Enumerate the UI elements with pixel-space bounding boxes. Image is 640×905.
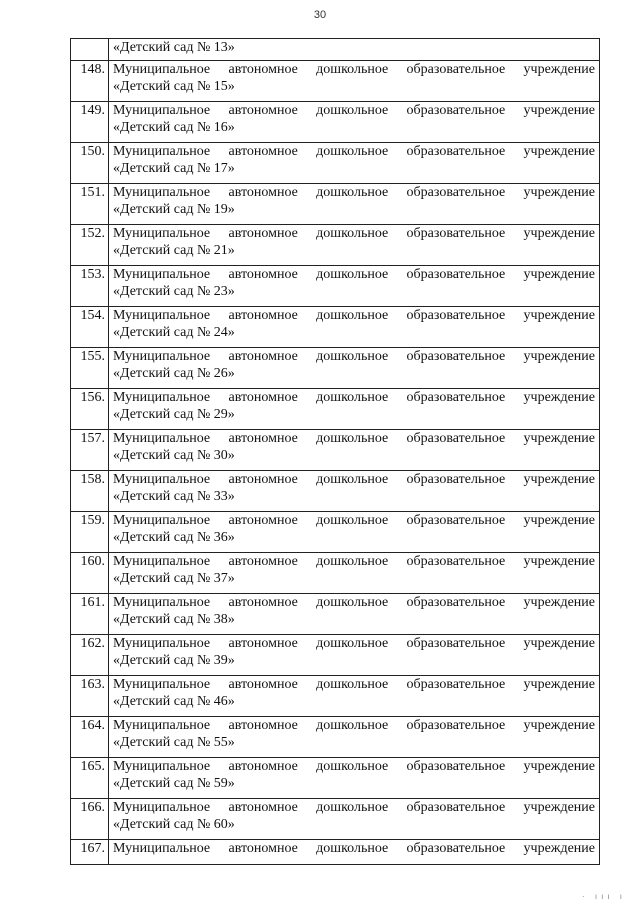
table-row [71, 225, 600, 266]
row-institution-type: Муниципальное автономное дошкольное образовательное учреждение [113, 677, 595, 692]
row-institution-type: Муниципальное автономное дошкольное образовательное учреждение [113, 185, 595, 200]
row-number: 157. [71, 430, 109, 471]
row-institution-name: «Детский сад № 19» [113, 201, 235, 217]
table-row [71, 758, 600, 799]
row-name-cell [109, 184, 600, 225]
table-row [71, 61, 600, 102]
row-institution-type: Муниципальное автономное дошкольное образовательное учреждение [113, 800, 595, 815]
row-institution-type: Муниципальное автономное дошкольное образовательное учреждение [113, 349, 595, 364]
row-institution-name: «Детский сад № 38» [113, 611, 235, 627]
table-row [71, 676, 600, 717]
table-row [71, 512, 600, 553]
row-institution-type: Муниципальное автономное дошкольное образовательное учреждение [113, 595, 595, 610]
row-number: 162. [71, 635, 109, 676]
row-institution-type: Муниципальное автономное дошкольное образовательное учреждение [113, 472, 595, 487]
row-institution-name: «Детский сад № 46» [113, 693, 235, 709]
row-institution-name: «Детский сад № 55» [113, 734, 235, 750]
row-institution-type: Муниципальное автономное дошкольное образовательное учреждение [113, 554, 595, 569]
table-row [71, 471, 600, 512]
row-institution-name: «Детский сад № 15» [113, 78, 235, 94]
table-row [71, 184, 600, 225]
row-number: 163. [71, 676, 109, 717]
row-institution-type: Муниципальное автономное дошкольное образовательное учреждение [113, 636, 595, 651]
row-name-cell [109, 512, 600, 553]
row-institution-name: «Детский сад № 60» [113, 816, 235, 832]
row-institution-name: «Детский сад № 33» [113, 488, 235, 504]
table-row [71, 553, 600, 594]
row-number: 166. [71, 799, 109, 840]
row-name-cell [109, 758, 600, 799]
table-row [71, 348, 600, 389]
row-name-cell [109, 225, 600, 266]
row-institution-type: Муниципальное автономное дошкольное образовательное учреждение [113, 759, 595, 774]
table-row [71, 799, 600, 840]
row-institution-type: Муниципальное автономное дошкольное образовательное учреждение [113, 103, 595, 118]
row-name-cell [109, 594, 600, 635]
table-row-last [71, 840, 600, 865]
row-name-cell [109, 102, 600, 143]
row-institution-name: «Детский сад № 59» [113, 775, 235, 791]
row-institution-type: Муниципальное автономное дошкольное образовательное учреждение [113, 513, 595, 528]
row-name-cell [109, 676, 600, 717]
row-name-cell [109, 61, 600, 102]
row-number: 160. [71, 553, 109, 594]
institution-table-body [71, 39, 600, 865]
row-number: 149. [71, 102, 109, 143]
row-name-cell [109, 553, 600, 594]
row-number: 164. [71, 717, 109, 758]
row-name-continued: «Детский сад № 13» [113, 40, 235, 55]
row-number-cell [71, 39, 109, 61]
table-row [71, 594, 600, 635]
row-name-cell [109, 430, 600, 471]
row-institution-name: «Детский сад № 23» [113, 283, 235, 299]
row-institution-type: Муниципальное автономное дошкольное образовательное учреждение [113, 841, 595, 856]
row-institution-name: «Детский сад № 37» [113, 570, 235, 586]
row-number: 158. [71, 471, 109, 512]
row-name-cell [109, 348, 600, 389]
row-number: 153. [71, 266, 109, 307]
row-institution-type: Муниципальное автономное дошкольное образовательное учреждение [113, 226, 595, 241]
row-number: 161. [71, 594, 109, 635]
row-institution-name: «Детский сад № 21» [113, 242, 235, 258]
row-institution-name: «Детский сад № 36» [113, 529, 235, 545]
row-institution-name: «Детский сад № 39» [113, 652, 235, 668]
table-row [71, 635, 600, 676]
row-name-cell [109, 143, 600, 184]
row-number: 150. [71, 143, 109, 184]
scan-mark: · ııı ı [582, 892, 626, 901]
institution-table [70, 38, 600, 865]
row-institution-name: «Детский сад № 17» [113, 160, 235, 176]
row-institution-type: Муниципальное автономное дошкольное образовательное учреждение [113, 144, 595, 159]
row-name-cell [109, 39, 600, 61]
row-number: 154. [71, 307, 109, 348]
table-row-continued [71, 39, 600, 61]
row-institution-name: «Детский сад № 16» [113, 119, 235, 135]
row-institution-type: Муниципальное автономное дошкольное образовательное учреждение [113, 62, 595, 77]
row-number: 155. [71, 348, 109, 389]
row-number: 159. [71, 512, 109, 553]
row-name-cell [109, 389, 600, 430]
row-institution-type: Муниципальное автономное дошкольное образовательное учреждение [113, 718, 595, 733]
row-institution-type: Муниципальное автономное дошкольное образовательное учреждение [113, 390, 595, 405]
row-institution-type: Муниципальное автономное дошкольное образовательное учреждение [113, 267, 595, 282]
row-institution-name: «Детский сад № 24» [113, 324, 235, 340]
table-row [71, 143, 600, 184]
row-number: 156. [71, 389, 109, 430]
row-institution-type: Муниципальное автономное дошкольное образовательное учреждение [113, 431, 595, 446]
row-institution-name: «Детский сад № 29» [113, 406, 235, 422]
row-name-cell [109, 307, 600, 348]
row-name-cell [109, 840, 600, 865]
row-name-cell [109, 717, 600, 758]
row-number: 148. [71, 61, 109, 102]
table-row [71, 430, 600, 471]
table-row [71, 266, 600, 307]
row-institution-name: «Детский сад № 26» [113, 365, 235, 381]
table-row [71, 102, 600, 143]
row-number: 165. [71, 758, 109, 799]
row-institution-type: Муниципальное автономное дошкольное образовательное учреждение [113, 308, 595, 323]
table-row [71, 307, 600, 348]
table-row [71, 389, 600, 430]
row-name-cell [109, 635, 600, 676]
row-name-cell [109, 471, 600, 512]
row-number: 167. [71, 840, 109, 865]
row-number: 151. [71, 184, 109, 225]
row-number: 152. [71, 225, 109, 266]
table-row [71, 717, 600, 758]
row-name-cell [109, 266, 600, 307]
row-name-cell [109, 799, 600, 840]
row-institution-name: «Детский сад № 30» [113, 447, 235, 463]
page-number: 30 [313, 9, 327, 21]
